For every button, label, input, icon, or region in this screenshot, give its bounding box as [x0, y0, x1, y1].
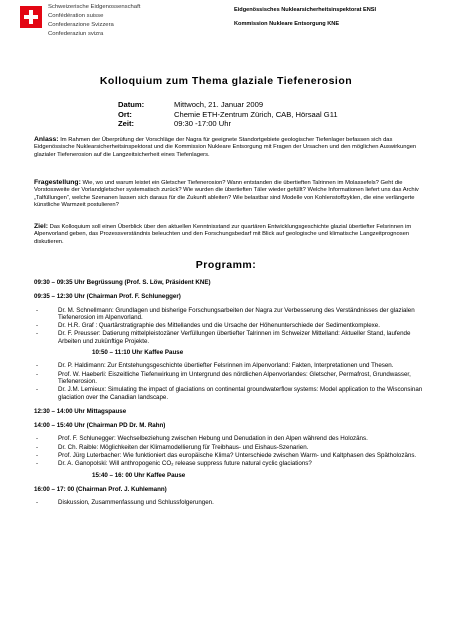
- slot-welcome: 09:30 – 09:35 Uhr Begrüssung (Prof. S. Löw, Präsident KNE): [34, 279, 211, 286]
- confederation-line: Confederaziun svizra: [48, 31, 104, 37]
- anlass-paragraph: [34, 136, 424, 159]
- list-item: - Prof. Jürg Luterbacher: Wie funktioniert das europäische Klima? Unterschiede zwischen Warm- und Kaltphasen des Spätholozäns.: [34, 452, 426, 459]
- talk-text: Dr. H.R. Graf : Quartärstratigraphie des Mittellandes und die Ursache der Höhenunterschiede der Sedimentkomplexe.: [58, 322, 380, 330]
- talk-text: Dr. A. Ganopolski: Will anthropogenic CO₂ release suppress future natural cyclic glaciations?: [58, 460, 312, 468]
- programm-title: Programm:: [195, 259, 257, 271]
- list-item: - Diskussion, Zusammenfassung und Schlussfolgerungen.: [34, 499, 426, 506]
- talk-text: Dr. P. Haldimann: Zur Entstehungsgeschichte übertiefter Felsrinnen im Alpenvorland: Fakten, Interpretationen und Thesen.: [58, 362, 394, 370]
- talk-text: Dr. M. Schnellmann: Grundlagen und bisherige Forschungsarbeiten der Nagra zur Verbesserung des Verständnisses der glazialen Tiefenerosion im Alpenvorland.: [58, 306, 415, 321]
- list-item: - Dr. H.R. Graf : Quartärstratigraphie des Mittellandes und die Ursache der Höhenunterschiede der Sedimentkomplexe.: [34, 322, 426, 329]
- time-label: Zeit:: [118, 119, 135, 129]
- slot-lunch: 12:30 – 14:00 Uhr Mittagspause: [34, 407, 127, 415]
- talk-text: Prof. Jürg Luterbacher: Wie funktioniert das europäische Klima? Unterschiede zwischen Warm- und Kaltphasen des Spätholozäns.: [58, 452, 417, 460]
- fragestellung-text: Wie, wo und warum leistet ein Gletscher Tiefenerosion? Wann entstanden die übertieften Talrinnen im Molassefels? Geht die Vorstossweite der Vorlandgletscher systematisch zurück? Wie wurden die übertieften Täler wieder gefüllt? Welche Informationen liefert uns das Archiv „Talfüllungen“, welche Szenanen lassen sich daraus für die Zukunft ableiten? Wie belastbar sind Modelle von Kohlenstoffzyklen, die eine verlängerte künstliche Warmzeit postulieren?: [34, 180, 419, 208]
- confederation-name: [48, 3, 140, 39]
- slot-discussion: 16:00 – 17: 00 (Chairman Prof. J. Kuhlemann): [34, 485, 167, 493]
- talk-text: Prof. F. Schlunegger: Wechselbeziehung zwischen Hebung und Denudation in den Alpen während des Holozäns.: [58, 435, 368, 443]
- slot-morning: 09:35 – 12:30 Uhr (Chairman Prof. F. Schlunegger): [34, 293, 181, 301]
- org-kne: Kommission Nukleare Entsorgung KNE: [234, 21, 340, 27]
- coffee-break-2: 15:40 – 16: 00 Uhr Kaffee Pause: [92, 471, 186, 479]
- confederation-line: Confederazione Svizzera: [48, 22, 114, 28]
- list-item: - Dr. M. Schnellmann: Grundlagen und bisherige Forschungsarbeiten der Nagra zur Verbesserung des Verständnisses der glazialen Tiefenerosion im Alpenvorland.: [34, 307, 426, 322]
- talk-text: Dr. J.M. Lemieux: Simulating the impact of glaciations on continental groundwaterflow systems: Model application to the Wisconsinan glaciation over the Canadian landscape.: [58, 386, 423, 401]
- anlass-text: Im Rahmen der Überprüfung der Vorschläge der Nagra für geeignete Standortgebiete geologischer Tiefenlager befassen sich das Eidgenössische Nuklearsicherheitsinspektorat und die Kommission Nukleare Entsorgung mit Fragen der Ursachen und den möglichen Auswirkungen glazialer Tiefenerosion auf die Langzeitsicherheit eines Tiefenlagers.: [34, 137, 417, 158]
- fragestellung-label: Fragestellung:: [34, 179, 81, 186]
- slot-afternoon: 14:00 – 15:40 Uhr (Chairman PD Dr. M. Rahn): [34, 422, 166, 430]
- list-item: - Dr. Ch. Raible: Möglichkeiten der Klimamodellierung für Treibhaus- und Eishaus-Szenarien.: [34, 444, 426, 451]
- list-item: - Prof. F. Schlunegger: Wechselbeziehung zwischen Hebung und Denudation in den Alpen während des Holozäns.: [34, 435, 426, 442]
- ziel-text: Das Kolloquium soll einen Überblick über den aktuellen Kenntnisstand zur quartären Entwicklungsgeschichte glazial übertiefter Felsrinnen im Alpenvorland geben, das Prozessverständnis beleuchten und den Forschungsbedarf mit Blick auf geologische und klimatische Langzeitprognosen diskutieren.: [34, 224, 412, 245]
- confederation-line: Schweizerische Eidgenossenschaft: [48, 4, 141, 10]
- talk-text: Diskussion, Zusammenfassung und Schlussfolgerungen.: [58, 499, 214, 507]
- coffee-break-1: 10:50 – 11:10 Uhr Kaffee Pause: [92, 349, 184, 357]
- time-value: 09:30 -17:00 Uhr: [174, 119, 231, 129]
- schedule: [34, 279, 426, 508]
- confederation-line: Confédération suisse: [48, 13, 104, 19]
- event-info: [118, 100, 338, 129]
- list-item: - Dr. F. Preusser: Datierung mittelpleistozäner Verfüllungen übertiefter Talrinnen im Schweizer Mittelland: Aktueller Stand, laufende Arbeiten und zukünftige Projekte.: [34, 330, 426, 345]
- date-label: Datum:: [118, 100, 145, 109]
- fragestellung-paragraph: [34, 179, 424, 209]
- list-item: - Dr. J.M. Lemieux: Simulating the impact of glaciations on continental groundwaterflow systems: Model application to the Wisconsinan glaciation over the Canadian landscape.: [34, 386, 426, 401]
- org-ensi: Eidgenössisches Nuklearsicherheitsinspektorat ENSI: [234, 7, 377, 13]
- list-item: - Prof. W. Haeberli: Eiszeitliche Tiefenwirkung im Untergrund des nördlichen Alpenvorlandes: Gletscher, Permafrost, Grundwasser, Tiefenerosion.: [34, 371, 426, 386]
- list-item: - Dr. A. Ganopolski: Will anthropogenic CO₂ release suppress future natural cyclic glaciations?: [34, 460, 426, 467]
- page-title: Kolloquium zum Thema glaziale Tiefenerosion: [99, 75, 353, 87]
- talk-text: Dr. Ch. Raible: Möglichkeiten der Klimamodellierung für Treibhaus- und Eishaus-Szenarien.: [58, 443, 309, 451]
- talk-text: Prof. W. Haeberli: Eiszeitliche Tiefenwirkung im Untergrund des nördlichen Alpenvorlandes: Gletscher, Permafrost, Grundwasser, Tiefenerosion.: [58, 370, 411, 385]
- swiss-cross-logo: [20, 6, 42, 28]
- location-label: Ort:: [118, 109, 132, 119]
- ziel-paragraph: [34, 223, 424, 246]
- list-item: - Dr. P. Haldimann: Zur Entstehungsgeschichte übertiefter Felsrinnen im Alpenvorland: Fakten, Interpretationen und Thesen.: [34, 362, 426, 369]
- talk-text: Dr. F. Preusser: Datierung mittelpleistozäner Verfüllungen übertiefter Talrinnen im Schweizer Mittelland: Aktueller Stand, laufende Arbeiten und zukünftige Projekte.: [58, 330, 411, 345]
- ziel-label: Ziel:: [34, 223, 48, 230]
- date-value: Mittwoch, 21. Januar 2009: [174, 100, 264, 109]
- location-value: Chemie ETH-Zentrum Zürich, CAB, Hörsaal G11: [174, 109, 338, 119]
- anlass-label: Anlass:: [34, 136, 59, 143]
